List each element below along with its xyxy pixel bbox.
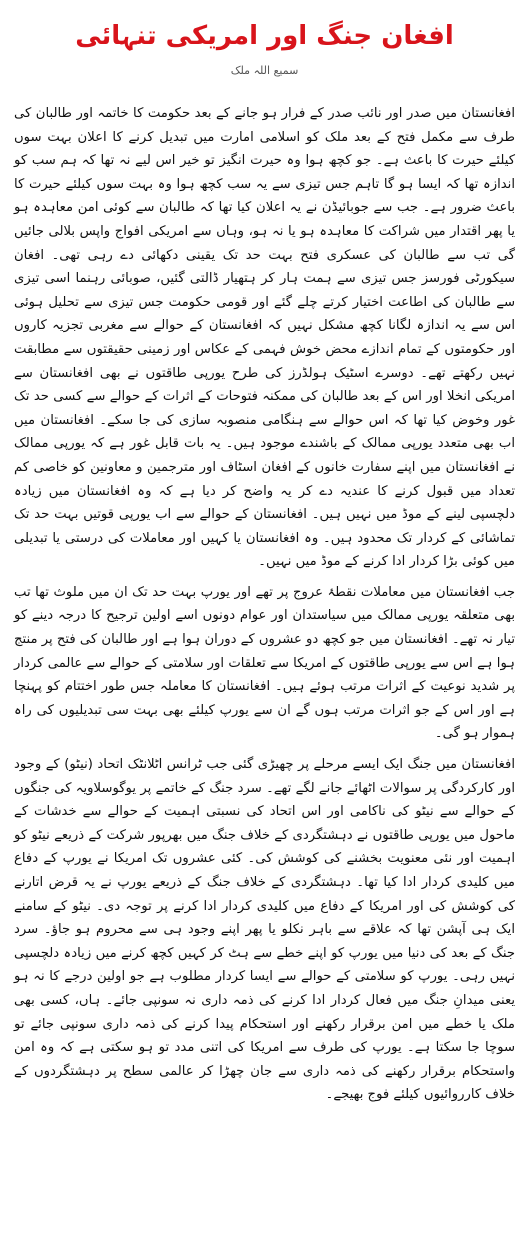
article-paragraph: جب افغانستان میں معاملات نقطۂ عروج پر تھے اور یورپ بہت حد تک ان میں ملوث تھا تب بھی متعلقہ یورپی ممالک میں سیاستدان اور عوام دونوں اسے اولین ترجیح کا درجہ دینے کو تیار نہ تھے۔ افغانستان میں جو کچھ دو عشروں کے دوران ہوا ہے اور طالبان کی فتح پر منتج ہوا ہے اس سے یورپی طاقتوں کے امریکا سے تعلقات اور سلامتی کے حوالے سے عالمی کردار پر شدید نوعیت کے اثرات مرتب ہوئے ہیں۔ افغانستان کا معاملہ جس طور اختتام کو پہنچا ہے اور اس کے جو اثرات مرتب ہوں گے ان سے یورپ کیلئے بھی بہت سی تبدیلیوں کی راہ ہموار ہو گی۔ [14,584,515,742]
article-title: افغان جنگ اور امریکی تنہائی [75,21,454,51]
author-name: سمیع اللہ ملک [230,64,299,77]
article-paragraph: افغانستان میں جنگ ایک ایسے مرحلے پر چھیڑی گئی جب ٹرانس اٹلانٹک اتحاد (نیٹو) کے وجود اور کارکردگی پر سوالات اٹھائے جانے لگے تھے۔ سرد جنگ کے خاتمے پر یوگوسلاویہ کی جنگوں کے حوالے سے نیٹو کی ناکامی اور اس اتحاد کی نسبتی اہمیت کے حوالے سے خدشات کے ماحول میں یورپی طاقتوں نے دہشتگردی کے خلاف جنگ میں بھرپور شرکت کے ذریعے نیٹو کو اہمیت اور نئی معنویت بخشنے کی کوشش کی۔ کئی عشروں تک امریکا نے یورپ کے دفاع میں کلیدی کردار ادا کیا تھا۔ دہشتگردی کے خلاف جنگ کے ذریعے یورپ نے یہ قرض اتارنے کی کوشش کی اور امریکا کے دفاع میں کلیدی کردار ادا کرنے پر توجہ دی۔ نیٹو کے سامنے ایک ہی آپشن تھا کہ علاقے سے باہر نکلو یا پھر اپنے وجود ہی سے محروم ہو جاؤ۔ سرد جنگ کے بعد کی دنیا میں یورپ کو اپنے خطے سے ہٹ کر کہیں کچھ کرنے میں زیادہ دلچسپی نہیں رہی۔ یورپ کو سلامتی کے حوالے سے ایسا کردار مطلوب ہے جو اولین درجے کا نہ ہو یعنی میدانِ جنگ میں فعال کردار ادا کرنے کی ذمہ داری نہ سونپی جائے۔ ہاں، کسی بھی ملک یا خطے میں امن برقرار رکھنے اور استحکام پیدا کرنے کی ذمہ داری سونپی جائے تو سوچا جا سکتا ہے۔ یورپ کی طرف سے امریکا کی اتنی مدد تو ہو سکتی ہے کہ وہ امن واستحکام برقرار رکھنے کی ذمہ داری سے جان چھڑا کر عالمی سطح پر دہشتگردوں کے خلاف کارروائیوں کیلئے فوج بھیجے۔ [14,757,515,1103]
article-body [14,102,515,1107]
article-paragraph: افغانستان میں صدر اور نائب صدر کے فرار ہو جانے کے بعد حکومت کا خاتمہ اور طالبان کی طرف سے مکمل فتح کے بعد ملک کو اسلامی امارت میں تبدیل کرنے کا اعلان بہت سوں کیلئے حیرت کا باعث ہے۔ جو کچھ ہوا وہ حیرت انگیز تو خیر اس لیے نہ تھا کہ ہم سب کو اندازہ تھا کہ ایسا ہو گا تاہم جس تیزی سے یہ سب کچھ ہوا وہ بہت سوں کیلئے حیرت کا باعث ضرور ہے۔ جب سے جوبائیڈن نے یہ اعلان کیا تھا کہ طالبان سے کوئی امن معاہدہ ہو یا پھر اقتدار میں شراکت کا معاہدہ ہو یا نہ ہو، وہاں سے امریکی افواج واپس بلالی جائیں گی تب سے طالبان کی عسکری فتح بہت حد تک یقینی دکھائی دے رہی تھی۔ افغان سیکورٹی فورسز جس تیزی سے ہمت ہار کر ہتھیار ڈالتی گئیں، صوبائی رہنما اسی تیزی سے طالبان کی اطاعت اختیار کرتے چلے گئے اور قومی حکومت جس تیزی سے تحلیل ہوئی اس سے یہ اندازہ لگانا کچھ مشکل نہیں کہ افغانستان کے حوالے سے مغربی تجزیہ کاروں اور حکومتوں کے تمام اندازے محض خوش فہمی کے عکاس اور زمینی حقیقتوں سے مطابقت نہیں رکھتے تھے۔ دوسرے اسٹیک ہولڈرز کی طرح یورپی طاقتوں نے بھی افغانستان سے امریکی انخلا اور اس کے بعد طالبان کی ممکنہ فتوحات کے اثرات کے حوالے سے کسی حد تک غور وخوض کیا تھا کہ اس حوالے سے ہنگامی منصوبہ سازی کی جا سکے۔ افغانستان میں اب بھی متعدد یورپی ممالک کے باشندے موجود ہیں۔ یہ بات قابل غور ہے کہ یورپی ممالک نے افغانستان میں اپنے سفارت خانوں کے افغان اسٹاف اور مترجمین و معاونین کو خاصی کم تعداد میں قبول کرنے کا عندیہ دے کر یہ واضح کر دیا ہے کہ وہ افغانستان میں زیادہ دلچسپی لینے کے موڈ میں نہیں ہیں۔ افغانستان کے حوالے سے اب یورپی قوتیں بہت حد تک تماشائی کے کردار تک محدود ہیں۔ وہ افغانستان یا کہیں اور معاملات کی درستی یا تبدیلی میں کوئی بڑا کردار ادا کرنے کے موڈ میں نہیں۔ [14,106,515,570]
